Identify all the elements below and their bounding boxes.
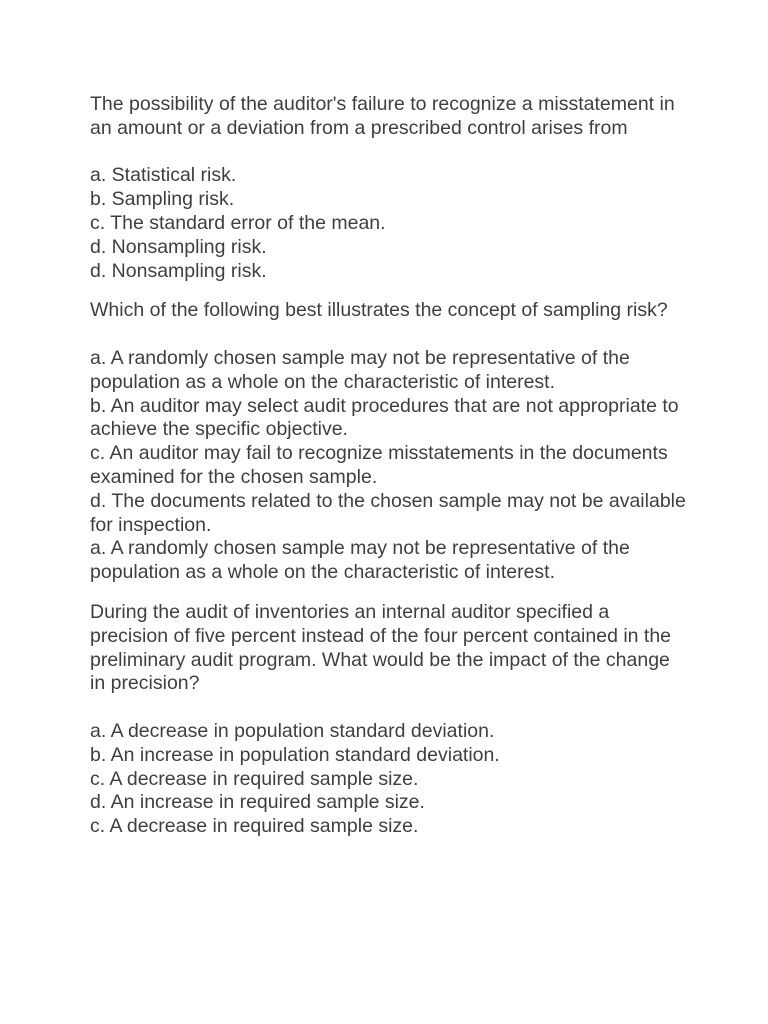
option-b: b. Sampling risk. [90,188,235,211]
question-block-3 [90,601,690,839]
option-d: d. Nonsampling risk. [90,235,267,258]
option-a: a. Statistical risk. [90,164,237,187]
option-d: d. An increase in required sample size. [90,791,425,814]
option-a: a. A randomly chosen sample may not be representative of the population as a whole on the characteristic of interest. [90,346,636,393]
question-block-1 [90,93,690,283]
option-c: c. An auditor may fail to recognize misstatements in the documents examined for the chosen sample. [90,442,674,488]
answer-text: a. A randomly chosen sample may not be representative of the population as a whole on the characteristic of interest. [90,537,636,584]
options-list [90,720,690,815]
answer-text: d. Nonsampling risk. [90,259,267,282]
question-block-2 [90,299,690,585]
option-b: b. An increase in population standard deviation. [90,743,500,766]
option-c: c. A decrease in required sample size. [90,767,419,790]
document-page [90,93,690,855]
options-list [90,164,690,259]
question-text: Which of the following best illustrates the concept of sampling risk? [90,299,668,322]
option-b: b. An auditor may select audit procedures that are not appropriate to achieve the specific objective. [90,394,685,441]
answer-text: c. A decrease in required sample size. [90,815,419,838]
options-list [90,347,690,537]
option-c: c. The standard error of the mean. [90,211,386,234]
question-text: The possibility of the auditor's failure to recognize a misstatement in an amount or a deviation from a prescribed control arises from [90,93,681,139]
question-text: During the audit of inventories an internal auditor specified a precision of five percent instead of the four percent contained in the preliminary audit program. What would be the impact of the change in precision? [90,600,677,695]
option-d: d. The documents related to the chosen sample may not be available for inspection. [90,489,692,536]
option-a: a. A decrease in population standard deviation. [90,719,495,742]
